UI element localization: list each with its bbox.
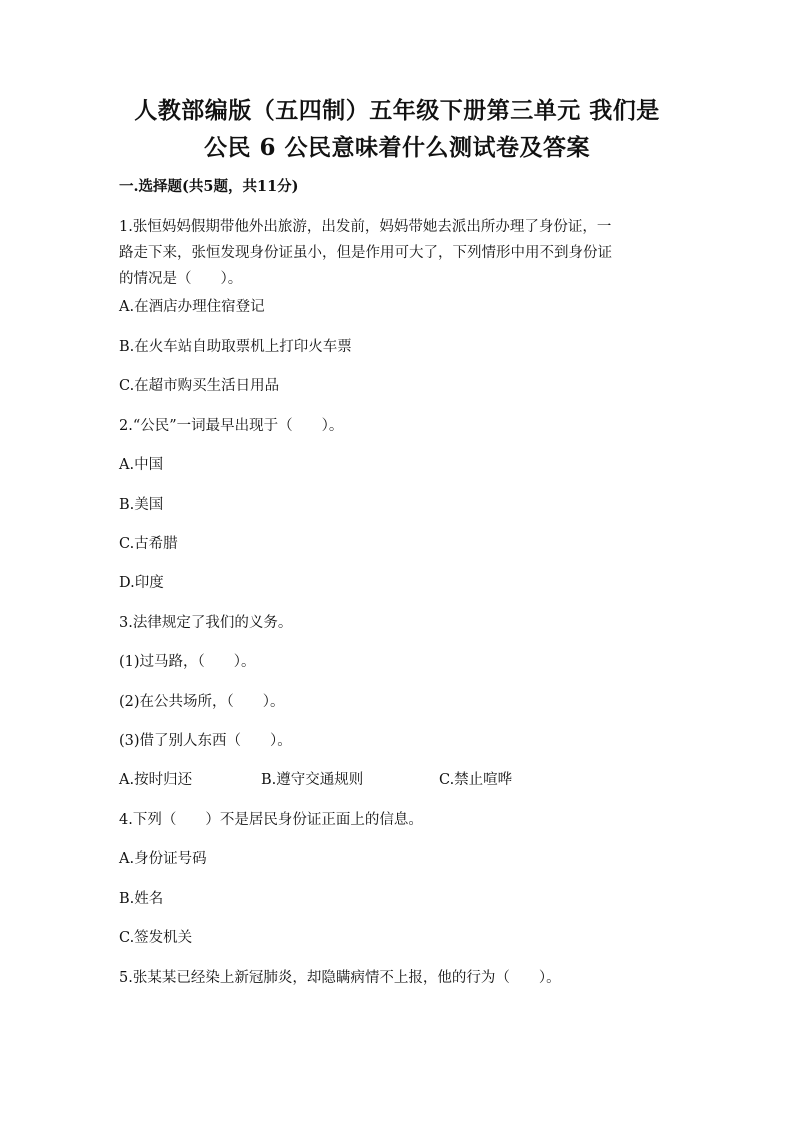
question-4-option-a: A.身份证号码 [119,851,207,867]
question-1-option-c: C.在超市购买生活日用品 [119,378,280,394]
question-3-option-a: A.按时归还 [119,772,193,788]
question-4-option-b: B.姓名 [119,891,164,907]
question-1-option-a: A.在酒店办理住宿登记 [119,299,265,315]
question-5-stem: 5.张某某已经染上新冠肺炎，却隐瞒病情不上报，他的行为（ ）。 [119,970,561,986]
title-line-1: 人教部编版（五四制）五年级下册第三单元 我们是 [134,97,660,124]
title-line-2: 公民 6 公民意味着什么测试卷及答案 [203,134,591,161]
question-1-option-b: B.在火车站自助取票机上打印火车票 [119,339,352,355]
page-title [100,92,694,166]
question-3-sub-2: (2)在公共场所，（ ）。 [119,694,285,710]
question-3-option-c: C.禁止喧哗 [439,772,513,788]
question-1-stem-line: 的情况是（ ）。 [119,271,243,287]
question-3-sub-3: (3)借了别人东西（ ）。 [119,733,292,749]
question-4-option-c: C.签发机关 [119,930,193,946]
question-1-stem-line: 1.张恒妈妈假期带他外出旅游，出发前，妈妈带她去派出所办理了身份证，一 [119,219,612,235]
section-heading: 一.选择题(共5题，共11分) [119,178,299,195]
question-2-option-c: C.古希腊 [119,536,178,552]
question-2-option-b: B.美国 [119,497,164,513]
question-2-stem: 2.“公民”一词最早出现于（ ）。 [119,418,344,434]
question-3-stem: 3.法律规定了我们的义务。 [119,615,293,631]
question-3-sub-1: (1)过马路，（ ）。 [119,654,256,670]
question-3-option-b: B.遵守交通规则 [261,772,364,788]
question-3-options [119,769,512,791]
question-2-option-a: A.中国 [119,457,164,473]
question-1-stem-line: 路走下来，张恒发现身份证虽小，但是作用可大了，下列情形中用不到身份证 [119,245,612,261]
question-4-stem: 4.下列（ ）不是居民身份证正面上的信息。 [119,812,423,828]
question-1-stem [119,214,679,292]
question-2-option-d: D.印度 [119,575,164,591]
